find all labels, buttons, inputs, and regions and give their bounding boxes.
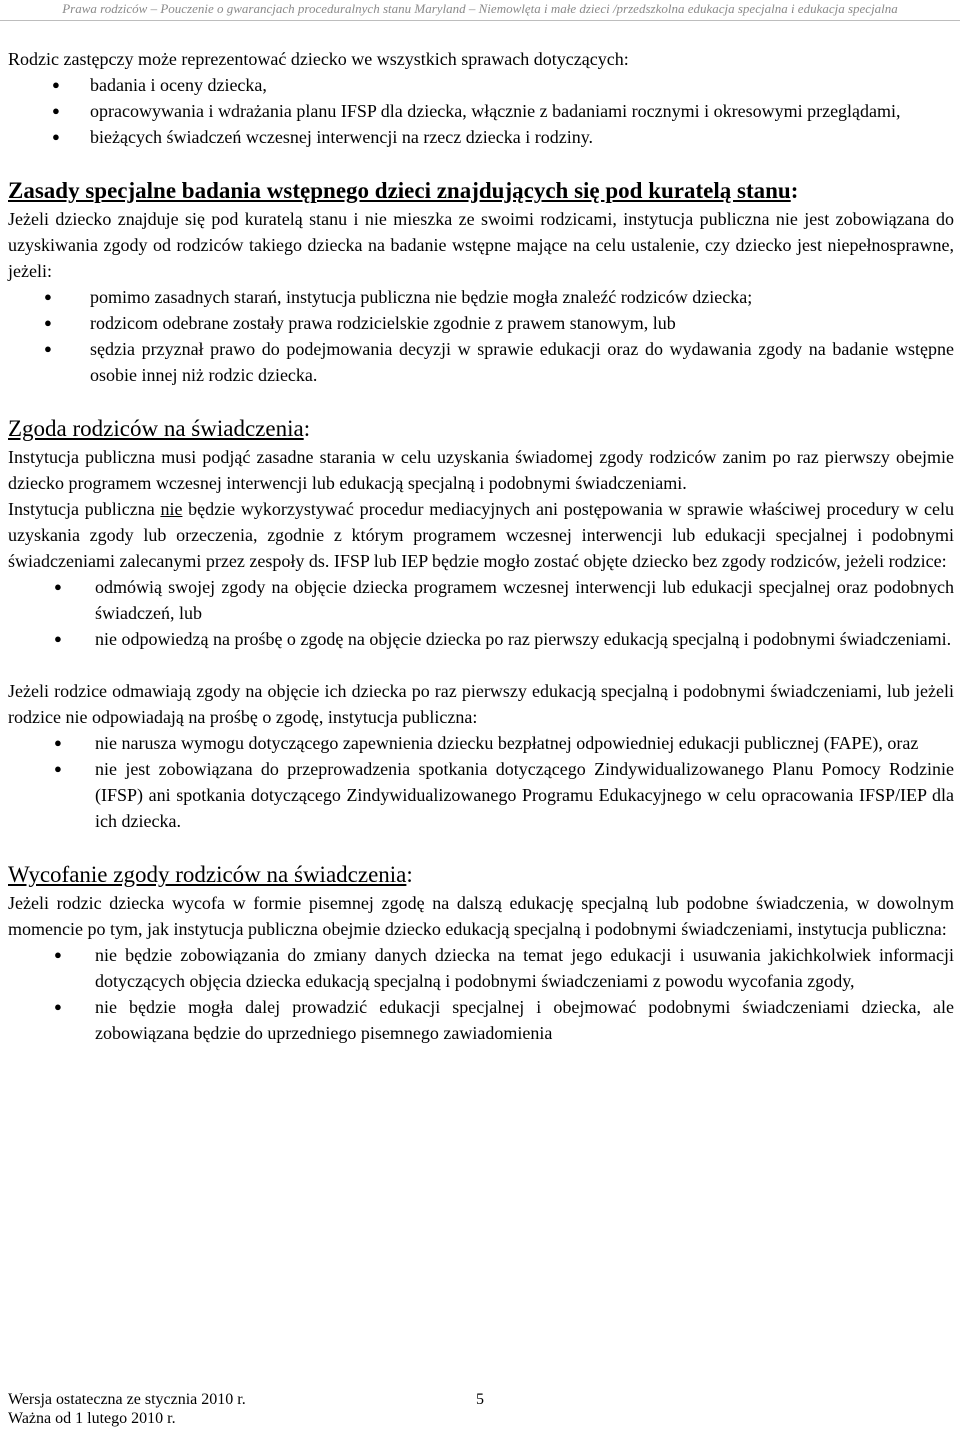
- running-header-title: Prawa rodziców – Pouczenie o gwarancjach proceduralnych stanu Maryland – Niemowlęta i małe dzieci /przedszkolna edukacja specjalna i edukacja specjalna: [62, 1, 898, 16]
- page-footer: [8, 1390, 954, 1430]
- text-run: pomimo zasadnych starań, instytucja publiczna nie będzie mogła znaleźć rodziców dziecka;: [90, 287, 753, 307]
- text-run: :: [303, 416, 311, 441]
- bullet-item: [8, 942, 954, 994]
- intro-bullet-list: [8, 72, 954, 150]
- intro-paragraph: [8, 46, 954, 72]
- footer-version: Wersja ostateczna ze stycznia 2010 r.: [8, 1391, 246, 1408]
- text-run: sędzia przyznał prawo do podejmowania decyzji w sprawie edukacji oraz do wydawania zgody na badanie wstępne osobie innej niż rodzic dziecka.: [90, 339, 954, 385]
- text-run: Rodzic zastępczy może reprezentować dziecko we wszystkich sprawach dotyczących:: [8, 49, 629, 69]
- section-heading-parental-consent: [8, 414, 954, 444]
- bullet-item: [8, 574, 954, 626]
- bullet-item: [8, 310, 954, 336]
- ward-of-state-bullet-list: [8, 284, 954, 388]
- text-run: :: [406, 862, 413, 887]
- section-heading-ward-of-state: [8, 176, 954, 206]
- page-number: 5: [476, 1391, 484, 1408]
- bullet-item: [8, 98, 954, 124]
- text-run: Zgoda rodziców na świadczenia: [8, 416, 304, 441]
- text-run: nie będzie mogła dalej prowadzić edukacji specjalnej i obejmować podobnymi świadczeniami dziecka, ale zobowiązana będzie do uprzedniego pisemnego zawiadomienia: [95, 997, 954, 1043]
- text-run: będzie wykorzystywać procedur mediacyjnych ani postępowania w sprawie właściwej procedury w celu uzyskania zgody lub orzeczenia, zgodnie z którym programem wczesnej interwencji lub edukacji specjalnej i podobnymi świadczeniami zalecanymi przez zespoły ds. IFSP lub IEP będzie mogło zostać objęte dziecko bez zgody rodziców, jeżeli rodzice:: [8, 499, 954, 571]
- bullet-item: [8, 756, 954, 834]
- refusal-paragraph: [8, 678, 954, 730]
- consent-bullet-list: [8, 574, 954, 652]
- text-run: nie będzie zobowiązania do zmiany danych dziecka na temat jego edukacji i usuwania jakichkolwiek informacji dotyczących objęcia dziecka edukacją specjalną i podobnymi świadczeniami z powodu wycofania zgody,: [95, 945, 954, 991]
- text-run: Jeżeli rodzice odmawiają zgody na objęcie ich dziecka po raz pierwszy edukacją specjalną i podobnymi świadczeniami, lub jeżeli rodzice nie odpowiadają na prośbę o zgodę, instytucja publiczna:: [8, 681, 954, 727]
- running-header: [0, 0, 960, 21]
- consent-paragraph-2: [8, 496, 954, 574]
- text-run: nie narusza wymogu dotyczącego zapewnienia dziecku bezpłatnej odpowiedniej edukacji publicznej (FAPE), oraz: [95, 733, 919, 753]
- ward-of-state-paragraph: [8, 206, 954, 284]
- text-run: Jeżeli dziecko znajduje się pod kuratelą stanu i nie mieszka ze swoimi rodzicami, instytucja publiczna nie jest zobowiązana do uzyskiwania zgody od rodziców takiego dziecka na badanie wstępne mające na celu ustalenie, czy dziecko jest niepełnosprawne, jeżeli:: [8, 209, 954, 281]
- bullet-item: [8, 626, 954, 652]
- text-run: Instytucja publiczna musi podjąć zasadne starania w celu uzyskania świadomej zgody rodziców zanim po raz pierwszy obejmie dziecko programem wczesnej interwencji lub edukacją specjalną i podobnymi świadczeniami.: [8, 447, 954, 493]
- text-run: :: [790, 178, 799, 203]
- withdrawal-paragraph: [8, 890, 954, 942]
- text-run: rodzicom odebrane zostały prawa rodzicielskie zgodnie z prawem stanowym, lub: [90, 313, 676, 333]
- text-run: opracowywania i wdrażania planu IFSP dla dziecka, włącznie z badaniami rocznymi i okresowymi przeglądami,: [90, 101, 901, 121]
- bullet-item: [8, 124, 954, 150]
- text-run: badania i oceny dziecka,: [90, 75, 267, 95]
- text-run: nie: [160, 499, 183, 519]
- refusal-bullet-list: [8, 730, 954, 834]
- text-run: Zasady specjalne badania wstępnego dzieci znajdujących się pod kuratelą stanu: [8, 178, 791, 203]
- bullet-item: [8, 336, 954, 388]
- text-run: Wycofanie zgody rodziców na świadczenia: [8, 862, 407, 887]
- bullet-item: [8, 994, 954, 1046]
- bullet-item: [8, 72, 954, 98]
- text-run: nie odpowiedzą na prośbę o zgodę na objęcie dziecka po raz pierwszy edukacją specjalną i podobnymi świadczeniami.: [95, 629, 952, 649]
- section-heading-consent-withdrawal: [8, 860, 954, 890]
- footer-valid-from: Ważna od 1 lutego 2010 r.: [8, 1410, 176, 1427]
- document-body: [8, 46, 954, 1046]
- withdrawal-bullet-list: [8, 942, 954, 1046]
- consent-paragraph-1: [8, 444, 954, 496]
- bullet-item: [8, 730, 954, 756]
- text-run: nie jest zobowiązana do przeprowadzenia spotkania dotyczącego Zindywidualizowanego Planu Pomocy Rodzinie (IFSP) ani spotkania dotyczącego Zindywidualizowanego Programu Edukacyjnego w celu opracowania IFSP/IEP dla ich dziecka.: [95, 759, 954, 831]
- text-run: Instytucja publiczna: [8, 499, 161, 519]
- text-run: Jeżeli rodzic dziecka wycofa w formie pisemnej zgodę na dalszą edukację specjalną lub podobne świadczenia, w dowolnym momencie po tym, jak instytucja publiczna obejmie dziecko edukacją specjalną i podobnymi świadczeniami, instytucja publiczna:: [8, 893, 954, 939]
- bullet-item: [8, 284, 954, 310]
- text-run: bieżących świadczeń wczesnej interwencji na rzecz dziecka i rodziny.: [90, 127, 594, 147]
- text-run: odmówią swojej zgody na objęcie dziecka programem wczesnej interwencji lub edukacji specjalnej oraz podobnych świadczeń, lub: [95, 577, 954, 623]
